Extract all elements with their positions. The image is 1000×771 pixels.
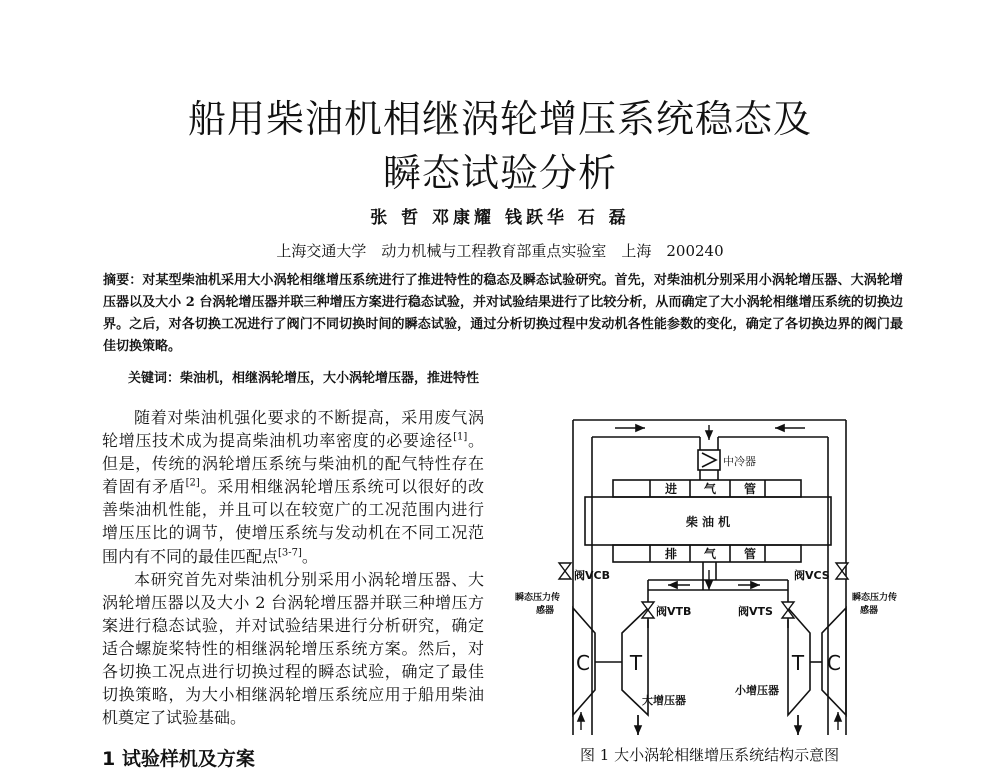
citation-ref: [1] — [453, 431, 468, 443]
small-compressor-label: C — [827, 651, 841, 675]
valve-vts-icon — [782, 602, 794, 618]
intercooler-label: 中冷器 — [723, 455, 756, 468]
abstract-text: 对某型柴油机采用大小涡轮相继增压系统进行了推进特性的稳态及瞬态试验研究。首先，对柴油机分别采用小涡轮增压器、大涡轮增压器以及大小 2 台涡轮增压器并联三种增压方案进行稳态试验，并对试验结果进行了比较分析，从而确定了大小涡轮相继增压系统的切换边界。之后，对各切换工况进行了阀门不同切换时间的瞬态试验，通过分析切换过程中发动机各性能参数的变化，确定了各切换边界的阀门最佳切换策略。 — [103, 273, 903, 354]
body-p1-part-d: 。 — [301, 546, 318, 566]
exhaust-char-2: 气 — [704, 547, 717, 561]
paper-title-line2: 瞬态试验分析 — [382, 151, 617, 195]
intake-char-2: 气 — [704, 482, 717, 496]
sensor-left-label-1: 瞬态压力传 — [515, 593, 561, 603]
exhaust-char-3: 管 — [744, 547, 757, 561]
section-heading: 1 试验样机及方案 — [102, 748, 255, 770]
paper-title-line1: 船用柴油机相继涡轮增压系统稳态及 — [187, 97, 812, 141]
intercooler-symbol — [702, 453, 716, 467]
authors: 张 哲 邓康耀 钱跃华 石 磊 — [370, 208, 630, 228]
body-p1-part-c: 。采用相继涡轮增压系统可以很好的改善柴油机性能，并且可以在较宽广的工况范围内进行增压压比的调节，使增压系统与发动机在不同工况范围内有不同的最佳匹配点 — [102, 477, 484, 566]
sensor-right-label-2: 感器 — [860, 606, 879, 616]
body-p1-part-b: 。但是，传统的涡轮增压系统与柴油机的配气特性存在着固有矛盾 — [102, 431, 484, 497]
valve-vtb-label: 阀VTB — [656, 605, 692, 618]
figure-caption: 图 1 大小涡轮相继增压系统结构示意图 — [580, 746, 840, 764]
valve-vtb-icon — [642, 602, 654, 618]
exhaust-char-1: 排 — [665, 547, 678, 561]
keywords-label: 关键词： — [128, 371, 181, 386]
body-paragraph-2: 本研究首先对柴油机分别采用小涡轮增压器、大涡轮增压器以及大小 2 台涡轮增压器并联三种增压方案进行稳态试验，并对试验结果进行分析研究，确定适合螺旋桨特性的相继涡轮增压系统方案。然后，对各切换工况点进行切换过程的瞬态试验，确定了最佳切换策略，为大小相继涡轮增压系统应用于船用柴油机奠定了试验基础。 — [102, 569, 484, 728]
small-tc-label: 小增压器 — [735, 684, 779, 697]
small-turbine-label: T — [791, 651, 805, 675]
sensor-right-label-1: 瞬态压力传 — [852, 593, 898, 603]
valve-vcs-label: 阀VCS — [794, 569, 830, 582]
engine-label: 柴 油 机 — [685, 515, 731, 529]
citation-ref: [3-7] — [278, 547, 302, 559]
citation-ref: [2] — [185, 477, 200, 489]
big-turbine-label: T — [629, 651, 643, 675]
intake-char-1: 进 — [665, 482, 678, 496]
big-compressor-label: C — [576, 651, 590, 675]
valve-vcb-label: 阀VCB — [574, 569, 610, 582]
big-tc-label: 大增压器 — [642, 694, 686, 707]
valve-vcb-icon — [559, 563, 571, 579]
body-p1-part-a: 随着对柴油机强化要求的不断提高，采用废气涡轮增压技术成为提高柴油机功率密度的必要途径 — [102, 408, 484, 451]
abstract-label: 摘要： — [103, 273, 143, 288]
affiliation: 上海交通大学 动力机械与工程教育部重点实验室 上海 200240 — [276, 242, 724, 260]
keywords-text: 柴油机，相继涡轮增压，大小涡轮增压器，推进特性 — [180, 371, 480, 386]
intake-char-3: 管 — [744, 482, 757, 496]
valve-vts-label: 阀VTS — [738, 605, 773, 618]
sensor-left-label-2: 感器 — [536, 606, 555, 616]
